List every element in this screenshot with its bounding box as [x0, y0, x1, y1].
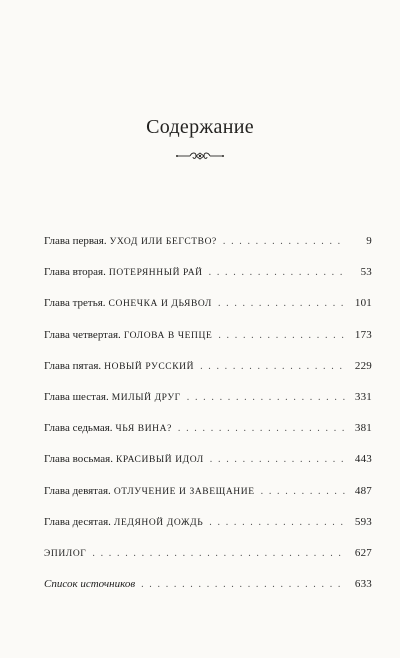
- chapter-label: Глава третья.: [44, 297, 106, 310]
- epilogue-title: ЭПИЛОГ: [44, 548, 87, 559]
- chapter-label: Глава девятая.: [44, 484, 111, 497]
- page-number: 633: [354, 578, 372, 591]
- page-number: 173: [354, 328, 372, 341]
- chapter-title: НОВЫЙ РУССКИЙ: [104, 361, 195, 372]
- chapter-title: ОТЛУЧЕНИЕ И ЗАВЕЩАНИЕ: [113, 486, 255, 497]
- page-number: 593: [354, 515, 372, 528]
- page-number: 53: [360, 266, 372, 279]
- toc-entry[interactable]: [44, 329, 372, 360]
- toc-entry[interactable]: [44, 485, 372, 516]
- dot-leader: [209, 267, 346, 278]
- sources-title: Список источников: [44, 578, 136, 591]
- toc-entry[interactable]: [44, 453, 372, 484]
- ornament-flourish-icon: [175, 150, 225, 162]
- page-number: 627: [354, 546, 372, 559]
- dot-leader: [178, 423, 346, 434]
- chapter-label: Глава десятая.: [44, 515, 111, 528]
- chapter-label: Глава восьмая.: [44, 453, 113, 466]
- toc-entry-epilogue[interactable]: [44, 547, 372, 578]
- table-of-contents: [44, 235, 372, 609]
- chapter-title: СОНЕЧКА И ДЬЯВОЛ: [108, 299, 212, 310]
- chapter-title: ПОТЕРЯННЫЙ РАЙ: [108, 268, 203, 279]
- chapter-title: УХОД ИЛИ БЕГСТВО?: [109, 237, 217, 247]
- dot-leader: [261, 486, 346, 497]
- dot-leader: [92, 548, 346, 559]
- dot-leader: [200, 361, 346, 372]
- dot-leader: [218, 330, 346, 341]
- toc-entry[interactable]: [44, 266, 372, 297]
- chapter-label: Глава шестая.: [44, 390, 109, 403]
- page-number: 443: [354, 453, 372, 466]
- page-number: 9: [366, 235, 372, 247]
- chapter-title: МИЛЫЙ ДРУГ: [111, 392, 181, 403]
- toc-entry[interactable]: [44, 297, 372, 328]
- page-title: Содержание: [146, 116, 254, 138]
- page-number: 381: [354, 422, 372, 435]
- chapter-title: ГОЛОВА В ЧЕПЦЕ: [123, 330, 213, 341]
- toc-entry[interactable]: [44, 516, 372, 547]
- page-number: 229: [354, 359, 372, 372]
- chapter-label: Глава первая.: [44, 235, 107, 247]
- toc-entry[interactable]: [44, 391, 372, 422]
- page-number: 487: [354, 484, 372, 497]
- toc-entry[interactable]: [44, 422, 372, 453]
- dot-leader: [223, 236, 346, 247]
- page-number: 331: [354, 390, 372, 403]
- dot-leader: [187, 392, 346, 403]
- chapter-label: Глава пятая.: [44, 359, 102, 372]
- chapter-label: Глава вторая.: [44, 266, 106, 279]
- chapter-label: Глава четвертая.: [44, 328, 121, 341]
- toc-entry[interactable]: [44, 360, 372, 391]
- toc-entry[interactable]: [44, 235, 372, 266]
- dot-leader: [141, 579, 346, 590]
- chapter-title: ЧЬЯ ВИНА?: [115, 424, 172, 435]
- toc-entry-sources[interactable]: [44, 578, 372, 609]
- page-number: 101: [354, 297, 372, 310]
- dot-leader: [209, 517, 346, 528]
- dot-leader: [210, 454, 346, 465]
- chapter-title: КРАСИВЫЙ ИДОЛ: [115, 455, 204, 466]
- chapter-label: Глава седьмая.: [44, 422, 113, 435]
- chapter-title: ЛЕДЯНОЙ ДОЖДЬ: [113, 517, 204, 528]
- dot-leader: [218, 298, 346, 309]
